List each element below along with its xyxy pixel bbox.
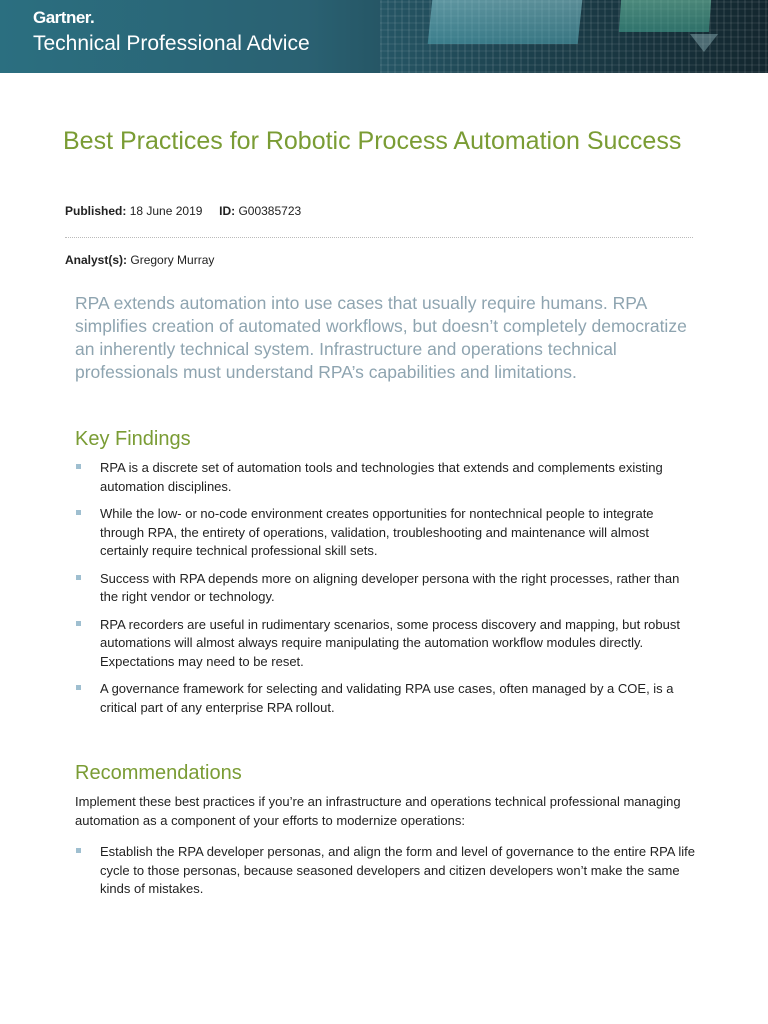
list-item-text: Success with RPA depends more on aligning developer persona with the right processes, rather than the right vendor or technology. <box>100 570 680 604</box>
published-date: 18 June 2019 <box>129 204 203 218</box>
list-item-text: Establish the RPA developer personas, and align the form and level of governance to the entire RPA life cycle to those personas, because seasoned developers and citizen developers won’t make the same kinds of mistakes. <box>100 844 695 896</box>
bullet-icon <box>76 464 81 469</box>
key-findings-list <box>75 459 695 726</box>
list-item <box>75 680 695 717</box>
divider <box>65 237 693 238</box>
list-item <box>75 459 695 496</box>
banner-screen-graphic <box>428 0 583 44</box>
list-item-text: While the low- or no-code environment creates opportunities for nontechnical people to integrate through RPA, the entirety of operations, validation, troubleshooting and maintenance will almost certainly require technical professional skill sets. <box>100 506 654 558</box>
summary-paragraph: RPA extends automation into use cases that usually require humans. RPA simplifies creation of automated workflows, but doesn’t completely democratize an inherently technical system. Infrastructure and operations technical professionals must understand RPA’s capabilities and limitations. <box>75 293 687 382</box>
list-item <box>75 843 695 899</box>
list-item <box>75 616 695 672</box>
document-id: G00385723 <box>238 204 302 218</box>
list-item-text: RPA is a discrete set of automation tools and technologies that extends and complements existing automation disciplines. <box>100 460 663 494</box>
bullet-icon <box>76 848 81 853</box>
brand-subtitle: Technical Professional Advice <box>33 32 310 55</box>
document-title: Best Practices for Robotic Process Automation Success <box>63 127 682 155</box>
brand-logo: Gartner. <box>33 8 95 27</box>
analyst-line <box>65 253 214 267</box>
key-findings-heading: Key Findings <box>75 428 191 450</box>
recommendations-heading: Recommendations <box>75 762 242 784</box>
recommendations-intro: Implement these best practices if you’re an infrastructure and operations technical professional managing automation as a component of your efforts to modernize operations: <box>75 794 681 828</box>
bullet-icon <box>76 575 81 580</box>
list-item-text: RPA recorders are useful in rudimentary scenarios, some process discovery and mapping, but robust automations will almost always require manipulating the automation workflow modules directly. Expectations may need to be reset. <box>100 616 680 669</box>
bullet-icon <box>76 621 81 626</box>
list-item <box>75 570 695 607</box>
analyst-name: Gregory Murray <box>130 253 215 267</box>
bullet-icon <box>76 685 81 690</box>
header-banner <box>0 0 768 73</box>
publication-meta <box>65 204 301 218</box>
recommendations-list <box>75 843 695 908</box>
banner-screen-graphic-2 <box>619 0 711 32</box>
id-label: ID: <box>219 204 236 218</box>
published-label: Published: <box>65 204 127 218</box>
bullet-icon <box>76 510 81 515</box>
banner-arrow-graphic <box>690 34 718 52</box>
list-item <box>75 505 695 561</box>
list-item-text: A governance framework for selecting and validating RPA use cases, often managed by a COE, is a critical part of any enterprise RPA rollout. <box>100 681 674 715</box>
analyst-label: Analyst(s): <box>65 253 128 267</box>
